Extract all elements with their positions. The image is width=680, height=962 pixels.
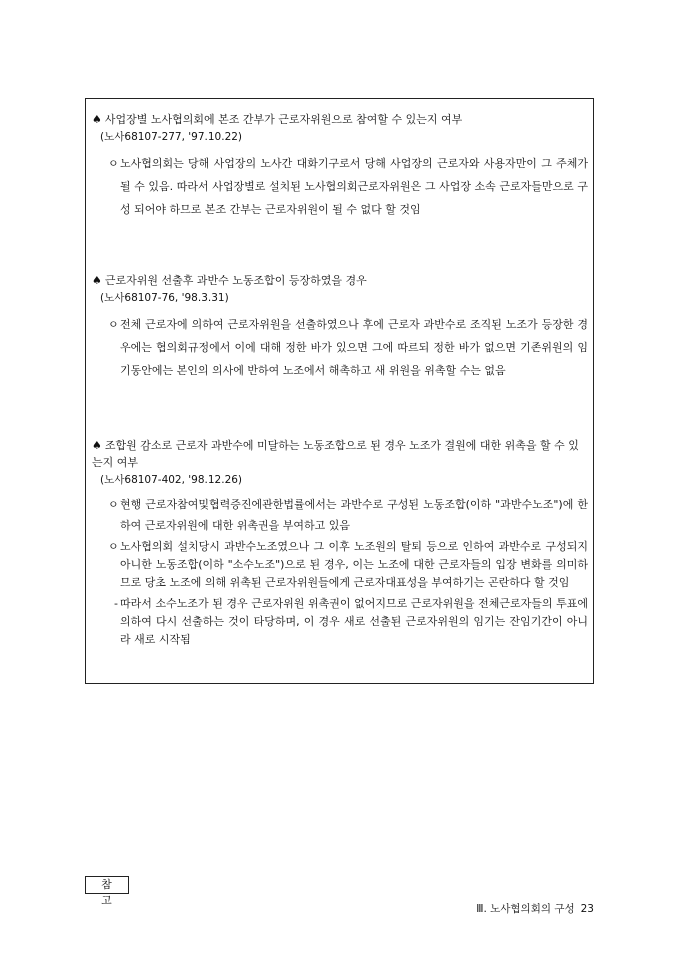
question: ♠ 사업장별 노사협의회에 본조 간부가 근로자위원으로 참여할 수 있는지 여부: [92, 113, 463, 126]
answer: ㅇ 노사협의회 설치당시 과반수노조였으나 그 이후 노조원의 탈퇴 등으로 인하여 과반수로 구성되지 아니한 노동조합(이하 "소수노조")으로 된 경우, 이는 노조에 대한 근로자들의 입장 변화를 의미하므로 당초 노조에 의해 위촉된 근로자위원들에게 근로자대표성을 부여하기는 곤란하다 할 것임: [108, 540, 588, 589]
circle-bullet-icon: ㅇ: [108, 157, 119, 170]
page-number: 23: [580, 903, 594, 915]
question: ♠ 근로자위원 선출후 과반수 노동조합이 등장하였을 경우: [92, 274, 367, 287]
spade-icon: ♠: [92, 113, 102, 126]
circle-bullet-icon: ㅇ: [108, 318, 119, 331]
reference-tag: 참 고: [85, 876, 129, 894]
section-2: [92, 272, 588, 382]
reference-code: (노사68107-402, '98.12.26): [100, 474, 243, 486]
section-1: [92, 111, 588, 221]
answer: ㅇ 전체 근로자에 의하여 근로자위원을 선출하였으나 후에 근로자 과반수로 조직된 노조가 등장한 경우에는 협의회규정에서 이에 대해 정한 바가 있으면 그에 따르되 정한 바가 없으면 기존위원의 임기동안에는 본인의 의사에 반하여 노조에서 해촉하고 새 위원을 위촉할 수는 없음: [92, 313, 588, 382]
sub-point: - 따라서 소수노조가 된 경우 근로자위원 위촉권이 없어지므로 근로자위원을 전체근로자들의 투표에 의하여 다시 선출하는 것이 타당하며, 이 경우 새로 선출된 근로자위원의 임기는 잔임기간이 아니라 새로 시작됨: [114, 597, 588, 646]
page-footer: [476, 901, 594, 916]
dash-bullet-icon: -: [114, 597, 118, 610]
chapter-title: Ⅲ. 노사협의회의 구성: [476, 903, 575, 915]
spade-icon: ♠: [92, 439, 102, 452]
answer: ㅇ 현행 근로자참여및협력증진에관한법률에서는 과반수로 구성된 노동조합(이하 "과반수노조")에 한하여 근로자위원에 대한 위촉권을 부여하고 있음: [92, 494, 588, 536]
reference-code: (노사68107-277, '97.10.22): [100, 131, 243, 143]
answer: ㅇ 노사협의회는 당해 사업장의 노사간 대화기구로서 당해 사업장의 근로자와 사용자만이 그 주체가 될 수 있음. 따라서 사업장별로 설치된 노사협의회근로자위원은 그 사업장 소속 근로자들만으로 구성 되어야 하므로 본조 간부는 근로자위원이 될 수 없다 할 것임: [92, 152, 588, 221]
question: ♠ 조합원 감소로 근로자 과반수에 미달하는 노동조합으로 된 경우 노조가 결원에 대한 위촉을 할 수 있는지 여부: [92, 439, 579, 469]
spade-icon: ♠: [92, 274, 102, 287]
reference-code: (노사68107-76, '98.3.31): [100, 292, 229, 304]
circle-bullet-icon: ㅇ: [108, 540, 119, 553]
circle-bullet-icon: ㅇ: [108, 498, 119, 511]
section-3: [92, 437, 588, 649]
